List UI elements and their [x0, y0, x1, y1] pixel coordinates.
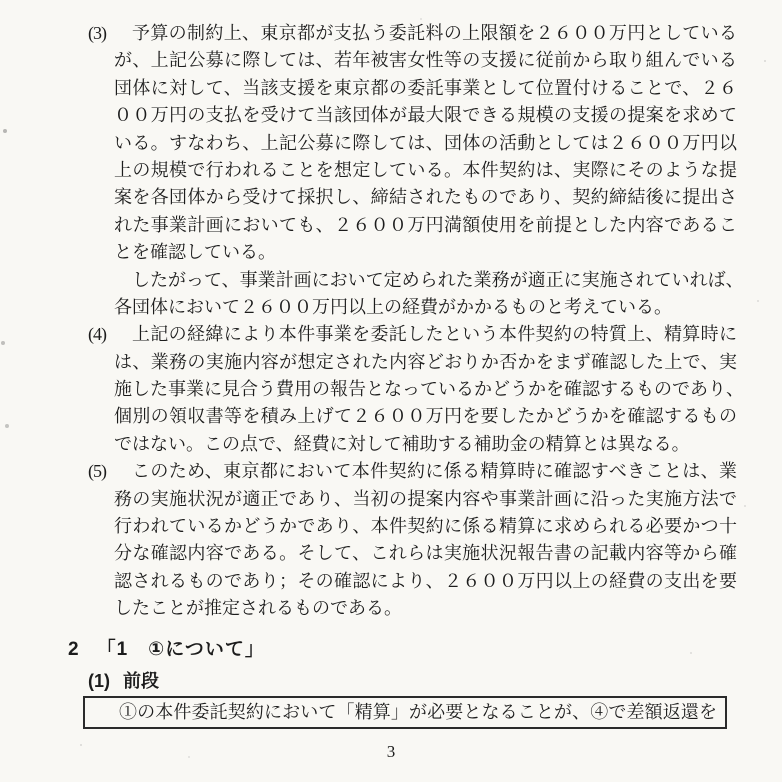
text-line	[114, 75, 737, 102]
text-line-content: 上の規模で行われることを想定している。本件契約は、実際にそのような提	[114, 159, 737, 180]
text-line	[114, 595, 737, 622]
page-number: 3	[386, 742, 396, 761]
text-line	[114, 513, 737, 540]
text-line	[114, 431, 737, 458]
text-line-content: は、業務の実施内容が想定された内容どおりか否かをまず確認した上で、実	[114, 351, 737, 372]
text-line	[114, 349, 737, 376]
list-marker: (4)	[88, 324, 106, 345]
list-marker: (5)	[88, 461, 106, 482]
text-line	[88, 458, 737, 485]
text-line	[88, 20, 737, 47]
text-line	[114, 486, 737, 513]
text-line-content: 各団体において２６００万円以上の経費がかかるものと考えている。	[114, 296, 672, 317]
text-line	[114, 130, 737, 157]
text-line-content: このため、東京都において本件契約に係る精算時に確認すべきことは、業	[132, 461, 737, 482]
section-heading	[68, 636, 265, 663]
text-line	[114, 212, 737, 239]
text-line	[88, 321, 737, 348]
text-line-content: 務の実施状況が適正であり、当初の提案内容や事業計画に沿った実施方法で	[114, 488, 737, 509]
text-line-content: ではない。この点で、経費に対して補助する補助金の精算とは異なる。	[114, 433, 690, 454]
scan-noise	[0, 0, 2, 2]
text-line-content: 団体に対して、当該支援を東京都の委託事業として位置付けることで、２６	[114, 77, 737, 98]
quoted-text-line: ①の本件委託契約において「精算」が必要となることが、④で差額返還を	[119, 702, 717, 722]
section-number: 2	[68, 639, 80, 660]
text-line-content: 予算の制約上、東京都が支払う委託料の上限額を２６００万円としている	[132, 23, 737, 43]
section-title: 「1 ①について」	[96, 639, 265, 660]
text-line-content: したがって、事業計画において定められた業務が適正に実施されていれば、	[132, 269, 744, 290]
text-line	[114, 47, 737, 74]
text-line	[114, 184, 737, 211]
text-line-content: 施した事業に見合う費用の報告となっているかどうかを確認するものであり、	[114, 379, 744, 400]
text-line	[114, 267, 744, 294]
document-body	[88, 20, 744, 623]
text-line-content: 個別の領収書等を積み上げて２６００万円を要したかどうかを確認するもの	[114, 406, 737, 427]
text-line-content: したことが推定されるものである。	[114, 598, 402, 619]
subsection-heading	[88, 668, 159, 694]
text-line-content: 行われているかどうかであり、本件契約に係る精算に求められる必要かつ十	[114, 516, 737, 537]
text-line	[114, 239, 737, 266]
text-line-content: 上記の経緯により本件事業を委託したという本件契約の特質上、精算時に	[132, 324, 737, 345]
text-line	[114, 540, 737, 567]
text-line-content: ００万円の支払を受けて当該団体が最大限できる規模の支援の提案を求めて	[114, 105, 737, 126]
text-line	[114, 294, 737, 321]
text-line-content: いる。すなわち、上記公募に際しては、団体の活動としては２６００万円以	[114, 132, 737, 153]
text-line	[114, 403, 737, 430]
text-line-content: とを確認している。	[114, 242, 276, 263]
list-marker: (3)	[88, 23, 106, 43]
quoted-text-box	[83, 696, 727, 729]
subsection-number: (1)	[88, 671, 110, 691]
text-line	[114, 157, 737, 184]
text-line	[114, 568, 737, 595]
text-line	[114, 376, 744, 403]
text-line	[114, 102, 737, 129]
subsection-title: 前段	[123, 671, 159, 691]
text-line-content: 認されるものであり；その確認により、２６００万円以上の経費の支出を要	[114, 570, 737, 591]
text-line-content: が、上記公募に際しては、若年被害女性等の支援に従前から取り組んでいる	[114, 50, 737, 71]
text-line-content: 分な確認内容である。そして、これらは実施状況報告書の記載内容等から確	[114, 543, 737, 564]
text-line-content: れた事業計画においても、２６００万円満額使用を前提とした内容であるこ	[114, 214, 737, 235]
text-line-content: 案を各団体から受けて採択し、締結されたものであり、契約締結後に提出さ	[114, 187, 737, 208]
